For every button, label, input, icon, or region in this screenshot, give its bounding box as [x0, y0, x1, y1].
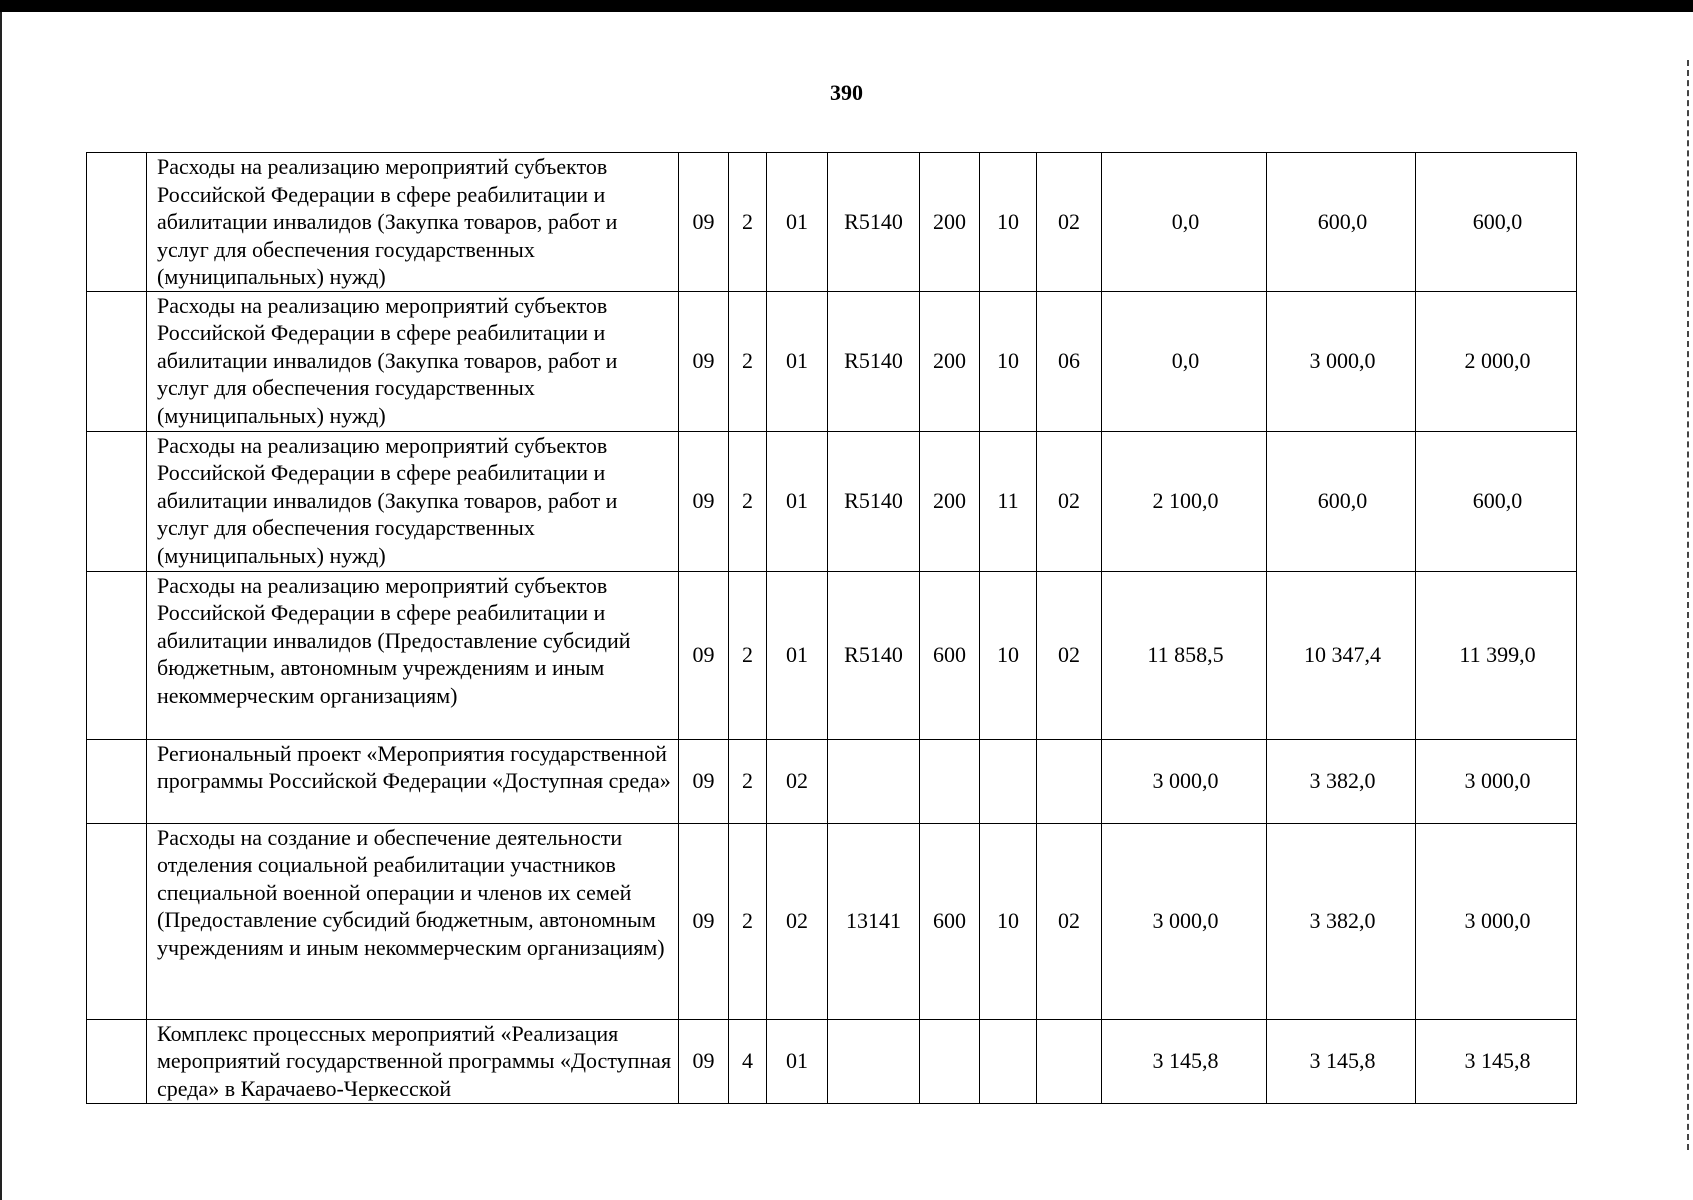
code-cell: 02	[1037, 153, 1102, 292]
code-cell: 11	[980, 431, 1037, 571]
code-cell: 09	[679, 431, 729, 571]
row-number-cell	[87, 431, 147, 571]
code-cell: 01	[767, 153, 828, 292]
code-cell	[1037, 1019, 1102, 1103]
table-row	[87, 291, 1577, 431]
amount-cell: 600,0	[1416, 153, 1577, 292]
code-cell: R5140	[828, 291, 920, 431]
amount-cell: 3 000,0	[1102, 823, 1267, 1019]
code-cell: 2	[729, 153, 767, 292]
table-row	[87, 431, 1577, 571]
scan-left-edge	[0, 12, 2, 1200]
code-cell: 02	[1037, 571, 1102, 739]
code-cell: 02	[1037, 431, 1102, 571]
row-number-cell	[87, 291, 147, 431]
code-cell	[828, 739, 920, 823]
code-cell: 10	[980, 823, 1037, 1019]
row-number-cell	[87, 1019, 147, 1103]
description-cell: Расходы на реализацию мероприятий субъектов Российской Федерации в сфере реабилитации и абилитации инвалидов (Закупка товаров, работ и услуг для обеспечения государственных (муниципальных) нужд)	[147, 291, 679, 431]
code-cell: 13141	[828, 823, 920, 1019]
amount-cell: 600,0	[1267, 153, 1416, 292]
amount-cell: 600,0	[1267, 431, 1416, 571]
code-cell: R5140	[828, 571, 920, 739]
code-cell: 2	[729, 571, 767, 739]
amount-cell: 3 382,0	[1267, 739, 1416, 823]
code-cell: 10	[980, 291, 1037, 431]
code-cell: 600	[920, 823, 980, 1019]
code-cell: 200	[920, 291, 980, 431]
code-cell: 10	[980, 153, 1037, 292]
amount-cell: 3 145,8	[1416, 1019, 1577, 1103]
code-cell	[980, 739, 1037, 823]
amount-cell: 3 000,0	[1102, 739, 1267, 823]
row-number-cell	[87, 823, 147, 1019]
code-cell	[980, 1019, 1037, 1103]
code-cell: 4	[729, 1019, 767, 1103]
amount-cell: 0,0	[1102, 291, 1267, 431]
code-cell: 2	[729, 431, 767, 571]
code-cell: 200	[920, 153, 980, 292]
code-cell: 09	[679, 1019, 729, 1103]
amount-cell: 3 000,0	[1267, 291, 1416, 431]
amount-cell: 3 145,8	[1102, 1019, 1267, 1103]
amount-cell: 11 858,5	[1102, 571, 1267, 739]
amount-cell: 0,0	[1102, 153, 1267, 292]
code-cell: 09	[679, 739, 729, 823]
code-cell: 2	[729, 739, 767, 823]
code-cell: 600	[920, 571, 980, 739]
code-cell: 10	[980, 571, 1037, 739]
code-cell: 06	[1037, 291, 1102, 431]
scan-right-edge	[1687, 60, 1689, 1150]
code-cell: 200	[920, 431, 980, 571]
amount-cell: 2 100,0	[1102, 431, 1267, 571]
code-cell: 02	[767, 739, 828, 823]
description-cell: Комплекс процессных мероприятий «Реализация мероприятий государственной программы «Доступная среда» в Карачаево-Черкесской	[147, 1019, 679, 1103]
code-cell: 02	[767, 823, 828, 1019]
amount-cell: 3 382,0	[1267, 823, 1416, 1019]
table-row	[87, 571, 1577, 739]
table-row	[87, 739, 1577, 823]
code-cell: 09	[679, 571, 729, 739]
code-cell: 01	[767, 291, 828, 431]
amount-cell: 11 399,0	[1416, 571, 1577, 739]
amount-cell: 3 000,0	[1416, 823, 1577, 1019]
code-cell: 02	[1037, 823, 1102, 1019]
code-cell	[828, 1019, 920, 1103]
amount-cell: 3 000,0	[1416, 739, 1577, 823]
description-cell: Расходы на создание и обеспечение деятельности отделения социальной реабилитации участников специальной военной операции и членов их семей (Предоставление субсидий бюджетным, автономным учреждениям и иным некоммерческим организациям)	[147, 823, 679, 1019]
amount-cell: 10 347,4	[1267, 571, 1416, 739]
description-cell: Расходы на реализацию мероприятий субъектов Российской Федерации в сфере реабилитации и абилитации инвалидов (Закупка товаров, работ и услуг для обеспечения государственных (муниципальных) нужд)	[147, 431, 679, 571]
row-number-cell	[87, 153, 147, 292]
amount-cell: 2 000,0	[1416, 291, 1577, 431]
scan-top-border	[0, 0, 1693, 12]
page-number: 390	[830, 80, 863, 105]
description-cell: Региональный проект «Мероприятия государственной программы Российской Федерации «Доступная среда»	[147, 739, 679, 823]
table-row	[87, 1019, 1577, 1103]
budget-table	[86, 152, 1577, 1104]
code-cell: 09	[679, 153, 729, 292]
code-cell: R5140	[828, 153, 920, 292]
code-cell: 01	[767, 431, 828, 571]
code-cell: 2	[729, 823, 767, 1019]
table-row	[87, 153, 1577, 292]
code-cell	[920, 1019, 980, 1103]
description-cell: Расходы на реализацию мероприятий субъектов Российской Федерации в сфере реабилитации и абилитации инвалидов (Предоставление субсидий бюджетным, автономным учреждениям и иным некоммерческим организациям)	[147, 571, 679, 739]
code-cell	[1037, 739, 1102, 823]
description-cell: Расходы на реализацию мероприятий субъектов Российской Федерации в сфере реабилитации и абилитации инвалидов (Закупка товаров, работ и услуг для обеспечения государственных (муниципальных) нужд)	[147, 153, 679, 292]
code-cell: 09	[679, 823, 729, 1019]
code-cell: 01	[767, 571, 828, 739]
code-cell: R5140	[828, 431, 920, 571]
table-row	[87, 823, 1577, 1019]
amount-cell: 600,0	[1416, 431, 1577, 571]
row-number-cell	[87, 571, 147, 739]
code-cell: 2	[729, 291, 767, 431]
code-cell: 09	[679, 291, 729, 431]
row-number-cell	[87, 739, 147, 823]
code-cell	[920, 739, 980, 823]
code-cell: 01	[767, 1019, 828, 1103]
amount-cell: 3 145,8	[1267, 1019, 1416, 1103]
